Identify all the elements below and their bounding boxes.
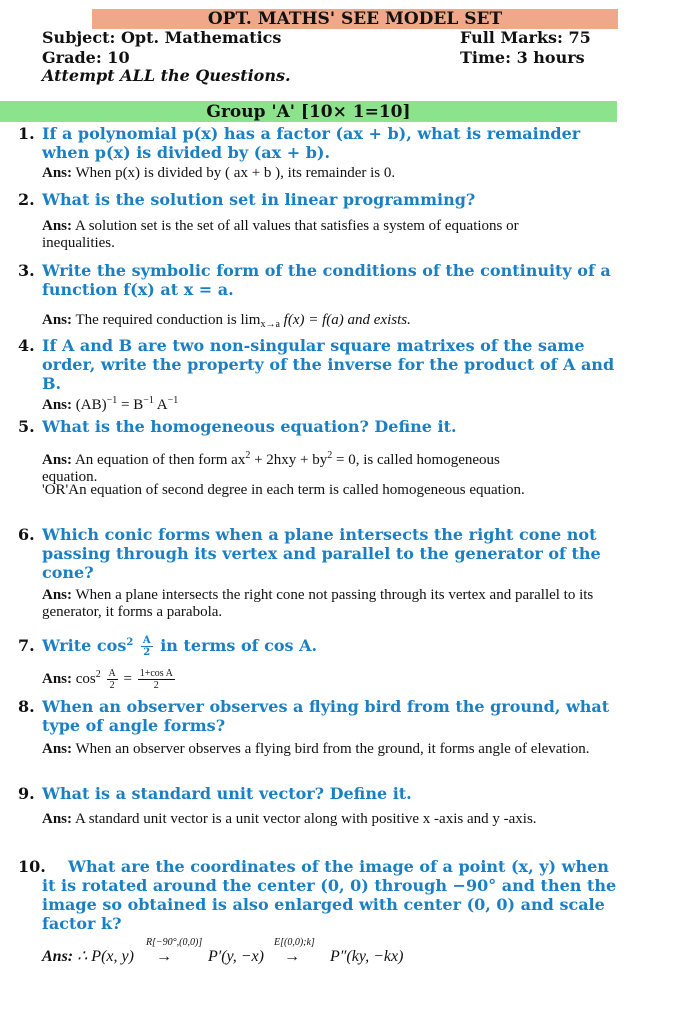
answer-label: Ans: <box>42 397 73 413</box>
answer-text <box>42 662 632 692</box>
point-p: ∴ P(x, y) <box>77 948 134 965</box>
grade-line: Grade: 10 <box>42 48 130 67</box>
fraction <box>107 668 118 691</box>
denominator: 2 <box>153 680 159 692</box>
denominator: 2 <box>143 647 151 658</box>
question-part: in terms of cos A. <box>160 636 318 655</box>
question-number: 5. <box>18 417 35 436</box>
answer-body: When an observer observes a flying bird from the ground, it forms angle of elevation. <box>75 741 590 757</box>
arrow-glyph: → <box>283 948 300 965</box>
point-p-prime: P′(y, −x) <box>207 948 264 965</box>
question-text <box>42 857 622 933</box>
question-number: 8. <box>18 697 35 716</box>
answer-part: + 2hxy + by <box>250 452 328 468</box>
exponent: −1 <box>106 395 118 406</box>
numerator: A <box>142 635 151 646</box>
answer-body: When a plane intersects the right cone not passing through its vertex and parallel to its generator, it forms a parabola. <box>42 587 594 620</box>
answer-label: Ans: <box>42 218 73 234</box>
exponent: 2 <box>245 450 251 461</box>
exponent: −1 <box>167 395 179 406</box>
question-number: 4. <box>18 336 35 355</box>
answer-text <box>42 392 632 414</box>
question-part: Write cos <box>42 636 127 655</box>
numerator: A <box>108 668 116 680</box>
question-text: Write the symbolic form of the conditions of the continuity of a function f(x) at x = a. <box>42 261 611 299</box>
subject-line: Subject: Opt. Mathematics <box>42 28 282 47</box>
question-number: 6. <box>18 525 35 544</box>
answer-label: Ans: <box>42 452 73 468</box>
answer-text <box>42 165 632 182</box>
question-number: 2. <box>18 190 35 209</box>
question-number: 1. <box>18 124 35 143</box>
question-number: 3. <box>18 261 35 280</box>
answer-label: Ans: <box>42 312 73 328</box>
fraction <box>141 635 153 658</box>
answer-part: An equation of then form ax <box>74 452 246 468</box>
rotation-label: R[−90°,(0,0)] <box>145 937 203 948</box>
answer-text <box>42 312 632 333</box>
time-line: Time: 3 hours <box>460 48 585 67</box>
answer-text <box>42 811 622 828</box>
exponent: 2 <box>95 669 101 680</box>
question-text: What is the solution set in linear programming? <box>42 190 476 209</box>
answer-label: Ans: <box>42 741 73 757</box>
answer-part: cos <box>75 671 96 687</box>
question-text <box>42 630 622 659</box>
exponent: 2 <box>126 637 134 648</box>
denominator: 2 <box>109 680 115 692</box>
answer-label: Ans: <box>42 671 73 687</box>
equals-sign: = <box>123 671 132 687</box>
rotation-arrow <box>145 937 203 967</box>
title-banner <box>92 9 618 29</box>
question-body: What are the coordinates of the image of a point (x, y) when it is rotated around the center (0, 0) through −90° and then the image so obtained is also enlarged with center (0, 0) and scale factor k? <box>42 857 617 933</box>
answer-ab: (AB) <box>75 397 107 413</box>
limit-subscript: x→a <box>260 319 280 330</box>
answer-label: Ans: <box>42 165 73 181</box>
question-text: If A and B are two non-singular square matrixes of the same order, write the property of the inverse for the product of A and B. <box>42 336 615 393</box>
enlargement-label: E[(0,0);k] <box>273 937 315 948</box>
answer-label: Ans: <box>42 587 73 603</box>
exponent: −1 <box>143 395 154 406</box>
answer-text <box>42 447 522 486</box>
answer-text <box>42 937 632 967</box>
answer-text <box>42 741 602 758</box>
answer-body: A solution set is the set of all values that satisfies a system of equations or inequalities. <box>42 218 519 251</box>
full-marks: Full Marks: 75 <box>460 28 591 47</box>
question-text: Which conic forms when a plane intersects the right cone not passing through its vertex and parallel to the generator of the cone? <box>42 525 601 582</box>
answer-label: Ans: <box>42 811 73 827</box>
instruction: Attempt ALL the Questions. <box>42 66 291 85</box>
question-number: 7. <box>18 636 35 655</box>
answer-body: When p(x) is divided by ( ax + b ), its remainder is 0. <box>75 165 396 181</box>
group-a-banner <box>0 101 617 122</box>
enlargement-arrow <box>273 937 315 967</box>
page-title: OPT. MATHS' SEE MODEL SET <box>207 9 503 29</box>
answer-text <box>42 218 562 252</box>
answer-text <box>42 587 622 621</box>
group-label: Group 'A' [10× 1=10] <box>206 102 411 122</box>
exponent: 2 <box>327 450 333 461</box>
answer-b: = B <box>117 397 144 413</box>
answer-body: The required conduction is lim <box>75 312 261 328</box>
answer-or-text: 'OR'An equation of second degree in each term is called homogeneous equation. <box>42 482 525 498</box>
question-number: 9. <box>18 784 35 803</box>
question-text: When an observer observes a flying bird from the ground, what type of angle forms? <box>42 697 610 735</box>
question-text: What is the homogeneous equation? Define it. <box>42 417 457 436</box>
question-text: What is a standard unit vector? Define it. <box>42 784 412 803</box>
answer-a: A <box>153 397 168 413</box>
question-number: 10. <box>18 857 46 876</box>
numerator: 1+cos A <box>139 668 173 680</box>
answer-body-end: f(x) = f(a) and exists. <box>283 312 411 328</box>
answer-label: Ans: <box>42 948 74 965</box>
fraction <box>138 668 175 691</box>
answer-part: = 0, is called homogeneous equation. <box>42 452 500 485</box>
question-text: If a polynomial p(x) has a factor (ax + b), what is remainder when p(x) is divided by (ax + b). <box>42 124 581 162</box>
point-p-double-prime: P″(ky, −kx) <box>329 948 404 965</box>
arrow-glyph: → <box>155 948 172 965</box>
answer-body: A standard unit vector is a unit vector along with positive x -axis and y -axis. <box>74 811 537 827</box>
